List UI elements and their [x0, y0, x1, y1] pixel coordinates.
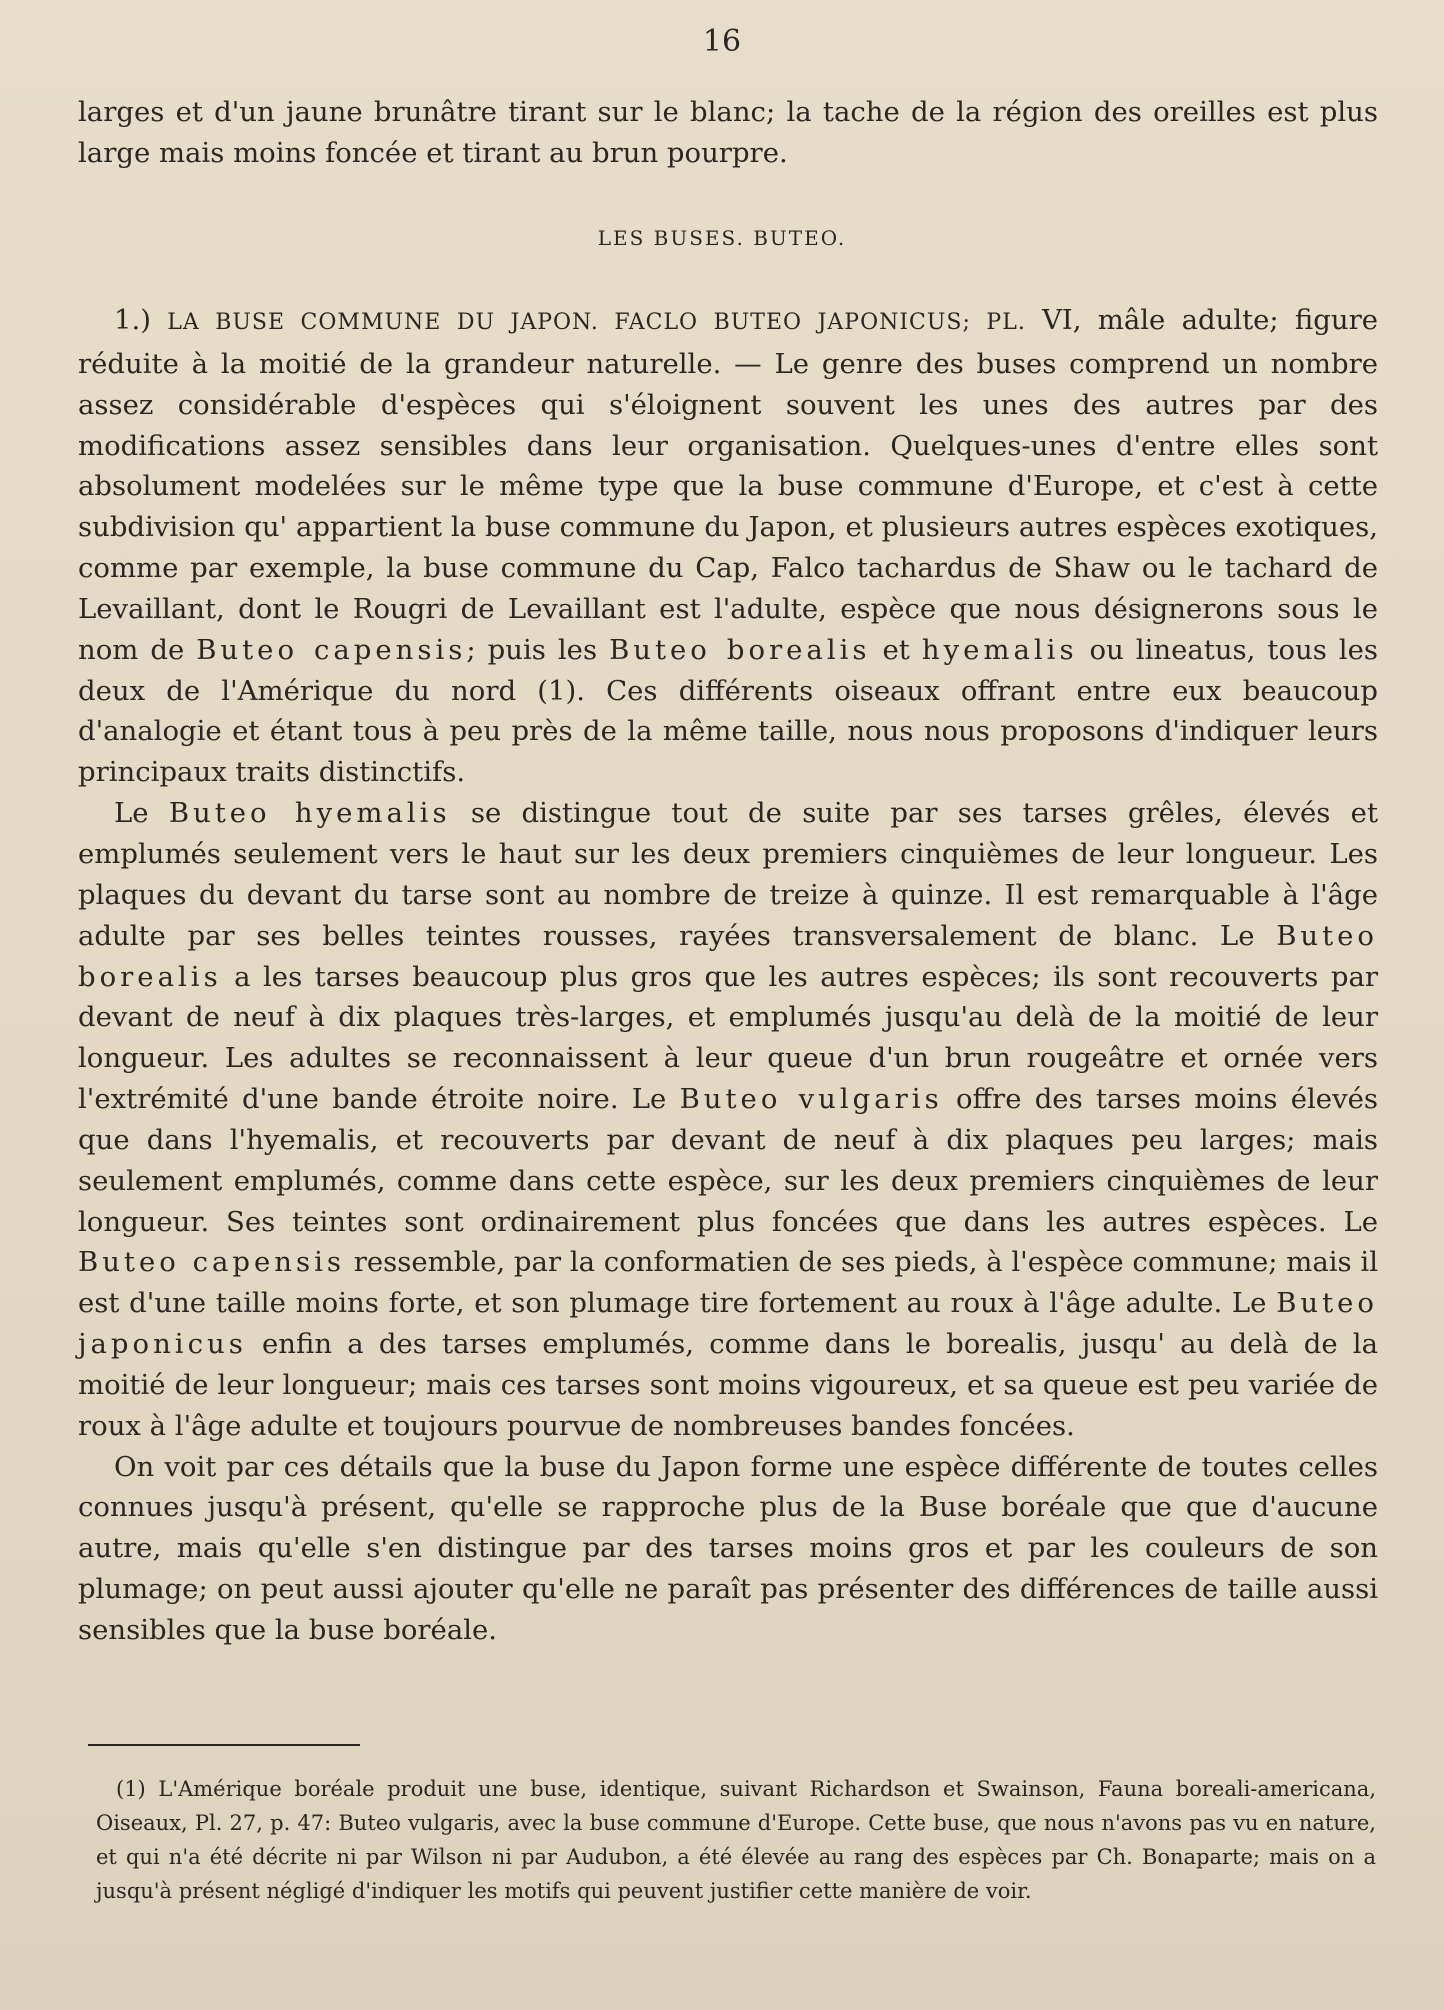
para2-s5: Buteo japonicus — [78, 1287, 1378, 1361]
para2-s2: Buteo borealis — [78, 919, 1378, 993]
para2-s1: Buteo hyemalis — [168, 797, 451, 830]
para2-t1: Le — [114, 797, 169, 830]
para1-text-b: ; puis les — [466, 633, 610, 666]
para1-species-c: hyemalis — [921, 633, 1078, 666]
para1-text-d: ou lineatus, tous les deux de l'Amérique du nord (1). Ces différents oiseaux offrant entre eux beaucoup d'analogie et étant tous à peu près de la même taille, nous nous proposons d'indiquer leurs principaux traits distinctifs. — [78, 633, 1378, 789]
para2-t2: se distingue tout de suite par ses tarses grêles, élevés et emplumés seulement vers le haut sur les deux premiers cinquièmes de leur longueur. Les plaques du devant du tarse sont au nombre de treize à quinze. Il est remarquable à l'âge adulte par ses belles teintes rousses, rayées transversalement de blanc. Le — [78, 797, 1378, 952]
top-text: larges et d'un jaune brunâtre tirant sur le blanc; la tache de la région des oreilles est plus large mais moins foncée et tirant au brun pourpre. — [78, 96, 1378, 169]
para1-text-c: et — [870, 633, 922, 666]
main-text — [78, 300, 1378, 1651]
para1-species-title: LA BUSE COMMUNE DU JAPON. FACLO BUTEO JAPONICUS; PL. — [167, 310, 1026, 335]
para1-species-b: Buteo borealis — [609, 633, 871, 666]
para1-number: 1.) — [114, 304, 151, 336]
continued-paragraph — [78, 92, 1378, 174]
page-number: 16 — [702, 24, 742, 59]
section-heading: LES BUSES. BUTEO. — [597, 226, 847, 250]
para2-t3: a les tarses beaucoup plus gros que les autres espèces; ils sont recouverts par devant de neuf à dix plaques très-larges, et emplumés jusqu'au delà de la moitié de leur longueur. Les adultes se reconnaissent à leur queue d'un brun rougeâtre et ornée vers l'extrémité d'une bande étroite noire. Le — [78, 960, 1378, 1116]
para2-t4: offre des tarses moins élevés que dans l'hyemalis, et recouverts par devant de neuf à dix plaques peu larges; mais seulement emplumés, comme dans cette espèce, sur les deux premiers cinquièmes de leur longueur. Ses teintes sont ordinairement plus foncées que dans les autres espèces. Le — [78, 1083, 1379, 1238]
para2-s3: Buteo vulgaris — [679, 1083, 943, 1116]
para1-species-a: Buteo capensis — [196, 633, 467, 666]
paragraph-2 — [78, 793, 1378, 1447]
para2-s4: Buteo capensis — [78, 1246, 345, 1279]
para1-text-a: VI, mâle adulte; figure réduite à la moitié de la grandeur naturelle. — Le genre des buses comprend un nombre assez considérable d'espèces qui s'éloignent souvent les unes des autres par des modifications assez sensibles dans leur organisation. Quelques-unes d'entre elles sont absolument modelées sur le même type que la buse commune d'Europe, et c'est à cette subdivision qu' appartient la buse commune du Japon, et plusieurs autres espèces exotiques, comme par exemple, la buse commune du Cap, Falco tachardus de Shaw ou le tachard de Levaillant, dont le Rougri de Levaillant est l'adulte, espèce que nous désignerons sous le nom de — [78, 304, 1378, 666]
paragraph-1 — [78, 300, 1378, 793]
footnote-rule — [88, 1744, 360, 1746]
footnote: (1) L'Amérique boréale produit une buse, identique, suivant Richardson et Swainson, Fauna boreali-americana, Oiseaux, Pl. 27, p. 47: Buteo vulgaris, avec la buse commune d'Europe. Cette buse, que nous n'avons pas vu en nature, et qui n'a été décrite ni par Wilson ni par Audubon, a été élevée au rang des espèces par Ch. Bonaparte; mais on a jusqu'à présent négligé d'indiquer les motifs qui peuvent justifier cette manière de voir. — [96, 1777, 1376, 1903]
paragraph-3: On voit par ces détails que la buse du Japon forme une espèce différente de toutes celles connues jusqu'à présent, qu'elle se rapproche plus de la Buse boréale que que d'aucune autre, mais qu'elle s'en distingue par des tarses moins gros et par les couleurs de son plumage; on peut aussi ajouter qu'elle ne paraît pas présenter des différences de taille aussi sensibles que la buse boréale. — [78, 1450, 1378, 1646]
para2-t5: ressemble, par la conformatien de ses pieds, à l'espèce commune; mais il est d'une taille moins forte, et son plumage tire fortement au roux à l'âge adulte. Le — [78, 1246, 1378, 1320]
para2-t6: enfin a des tarses emplumés, comme dans le borealis, jusqu' au delà de la moitié de leur longueur; mais ces tarses sont moins vigoureux, et sa queue est peu variée de roux à l'âge adulte et toujours pourvue de nombreuses bandes foncées. — [78, 1328, 1378, 1442]
